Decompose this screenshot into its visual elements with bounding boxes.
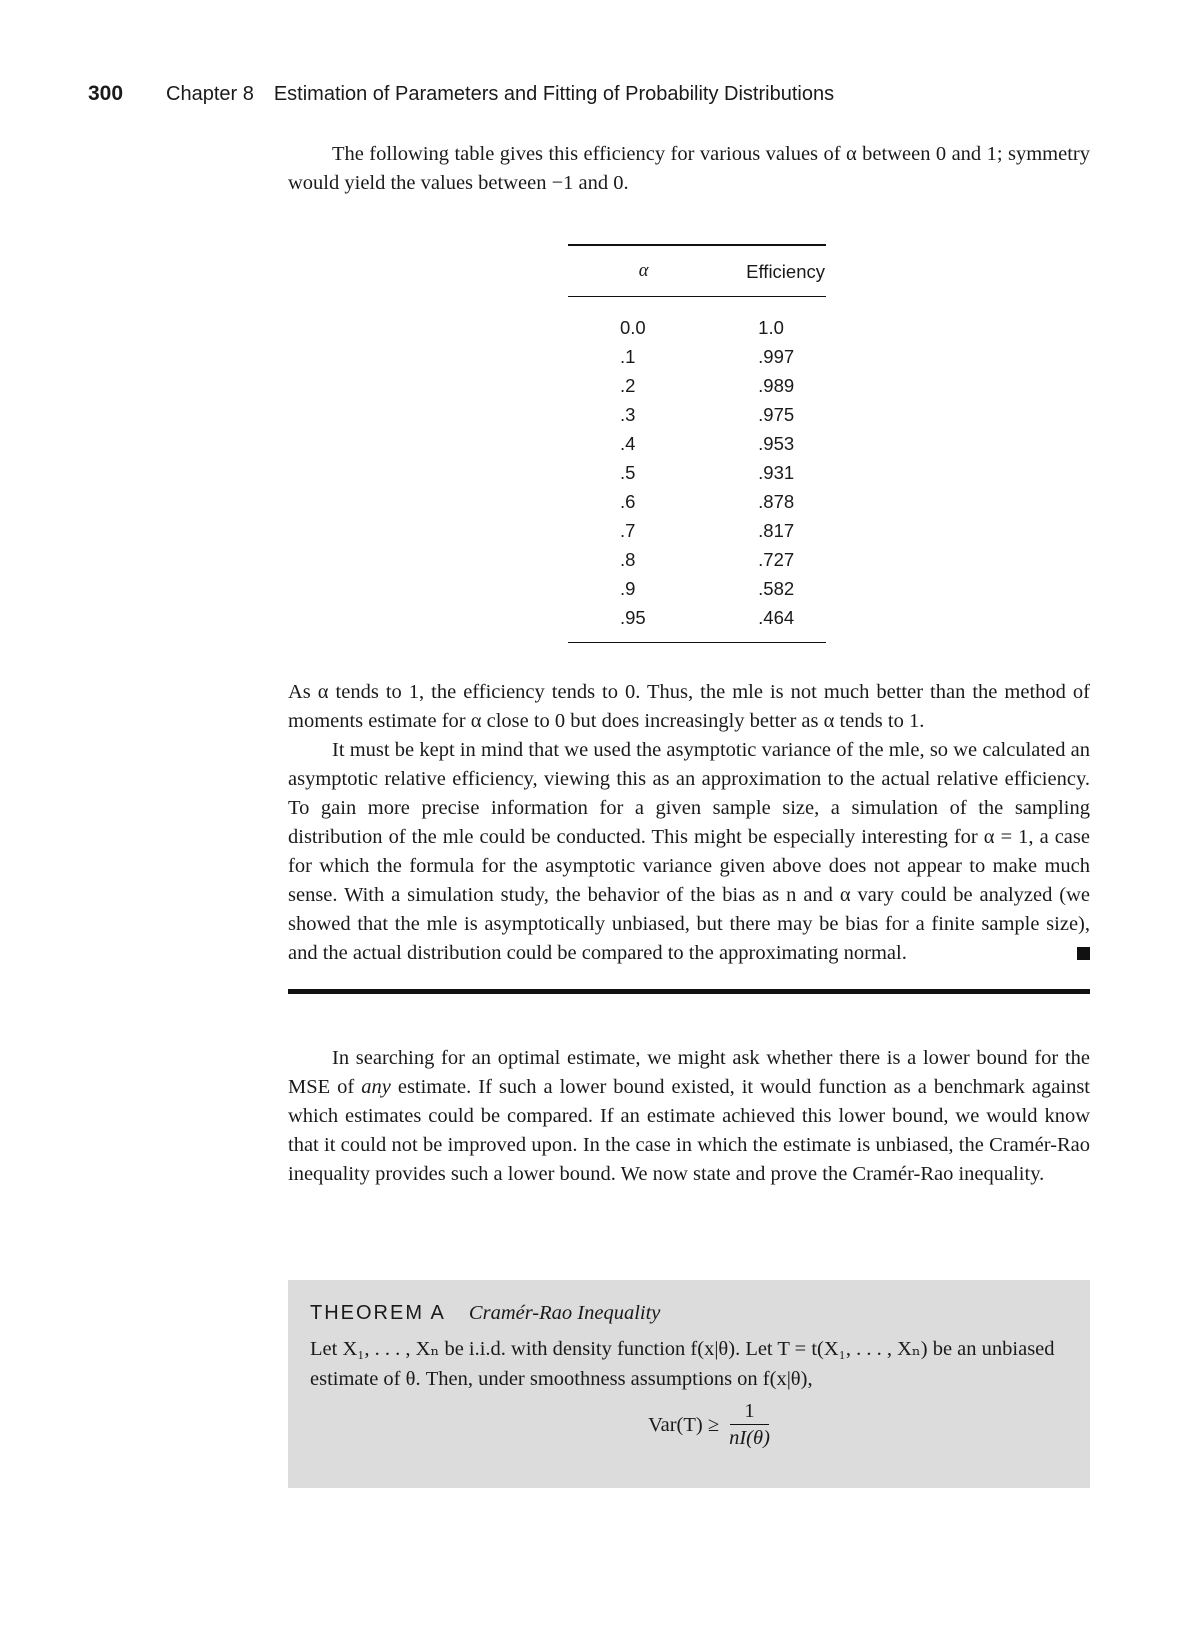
- efficiency-table-wrap: [568, 244, 826, 643]
- formula-numerator: 1: [730, 1398, 768, 1425]
- paragraph-lower-bound-text-a: In searching for an optimal estimate, we might ask whether there is a lower bound for the MSE of: [288, 1047, 1090, 1098]
- chapter-title: Estimation of Parameters and Fitting of Probability Distributions: [273, 83, 835, 105]
- table-row: [568, 371, 826, 400]
- table-body: [568, 297, 826, 643]
- cell-alpha: .6: [620, 491, 636, 512]
- efficiency-table: [568, 244, 826, 643]
- cell-alpha: .95: [620, 607, 646, 628]
- theorem-statement: Let X₁, . . . , Xₙ be i.i.d. with density function f(x|θ). Let T = t(X₁, . . . , Xₙ) be an unbiased estimate of θ. Then, under smoothness assumptions on f(x|θ),: [310, 1338, 1055, 1390]
- cell-efficiency: .878: [758, 491, 795, 512]
- cell-efficiency: 1.0: [758, 317, 784, 338]
- table-header-row: [568, 245, 826, 297]
- cell-efficiency: .464: [758, 607, 795, 628]
- theorem-label: THEOREM A: [310, 1302, 446, 1324]
- formula-lhs: Var(T) ≥: [648, 1413, 720, 1436]
- table-row: [568, 487, 826, 516]
- running-header: [88, 82, 834, 106]
- cell-efficiency: .931: [758, 462, 795, 483]
- table-row: [568, 458, 826, 487]
- paragraph-simulation: It must be kept in mind that we used the asymptotic variance of the mle, so we calculated an asymptotic relative efficiency, viewing this as an approximation to the actual relative efficiency. To gain more precise information for a given sample size, a simulation of the sampling distribution of the mle could be conducted. This might be especially interesting for α = 1, a case for which the formula for the asymptotic variance given above does not appear to make much sense. With a simulation study, the behavior of the bias as n and α vary could be analyzed (we showed that the mle is asymptotically unbiased, but there may be bias for a finite sample size), and the actual distribution could be compared to the approximating normal.: [288, 739, 1090, 964]
- cell-alpha: .2: [620, 375, 636, 396]
- cell-efficiency: .582: [758, 578, 795, 599]
- end-of-example-square-icon: [1077, 947, 1090, 960]
- cell-efficiency: .817: [758, 520, 795, 541]
- section-divider: [288, 989, 1090, 994]
- table-row: [568, 297, 826, 343]
- paragraph-lower-bound-text-b: estimate. If such a lower bound existed, it would function as a benchmark against which estimates could be compared. If an estimate achieved this lower bound, we would know that it could not be improved upon. In the case in which the estimate is unbiased, the Cramér-Rao inequality provides such a lower bound. We now state and prove the Cramér-Rao inequality.: [288, 1076, 1090, 1185]
- table-row: [568, 545, 826, 574]
- cell-alpha: 0.0: [620, 317, 646, 338]
- cell-alpha: .1: [620, 346, 636, 367]
- cell-efficiency: .975: [758, 404, 795, 425]
- table-row: [568, 603, 826, 643]
- chapter-label: Chapter 8: [166, 83, 254, 105]
- paragraph-lower-bound: [288, 1044, 1090, 1189]
- cell-alpha: .7: [620, 520, 636, 541]
- formula-fraction: [729, 1398, 770, 1451]
- theorem-box: [288, 1280, 1090, 1488]
- theorem-heading: [310, 1298, 1068, 1328]
- cell-alpha: .4: [620, 433, 636, 454]
- page-body: [288, 140, 1090, 1189]
- cell-efficiency: .953: [758, 433, 795, 454]
- cramer-rao-formula: [310, 1398, 1068, 1451]
- table-row: [568, 574, 826, 603]
- table-row: [568, 429, 826, 458]
- theorem-name: Cramér-Rao Inequality: [468, 1302, 661, 1324]
- table-row: [568, 342, 826, 371]
- cell-alpha: .5: [620, 462, 636, 483]
- cell-alpha: .3: [620, 404, 636, 425]
- table-row: [568, 516, 826, 545]
- column-header-efficiency: Efficiency: [746, 260, 825, 282]
- cell-efficiency: .997: [758, 346, 795, 367]
- page-number: 300: [88, 82, 124, 105]
- formula-denominator: nI(θ): [729, 1427, 770, 1449]
- emphasis-any: any: [361, 1076, 391, 1098]
- intro-paragraph: The following table gives this efficiency for various values of α between 0 and 1; symmetry would yield the values between −1 and 0.: [288, 143, 1090, 194]
- paragraph-efficiency-trend: As α tends to 1, the efficiency tends to 0. Thus, the mle is not much better than the method of moments estimate for α close to 0 but does increasingly better as α tends to 1.: [288, 681, 1090, 732]
- cell-efficiency: .727: [758, 549, 795, 570]
- cell-efficiency: .989: [758, 375, 795, 396]
- cell-alpha: .8: [620, 549, 636, 570]
- table-row: [568, 400, 826, 429]
- cell-alpha: .9: [620, 578, 636, 599]
- column-header-alpha: α: [638, 260, 649, 281]
